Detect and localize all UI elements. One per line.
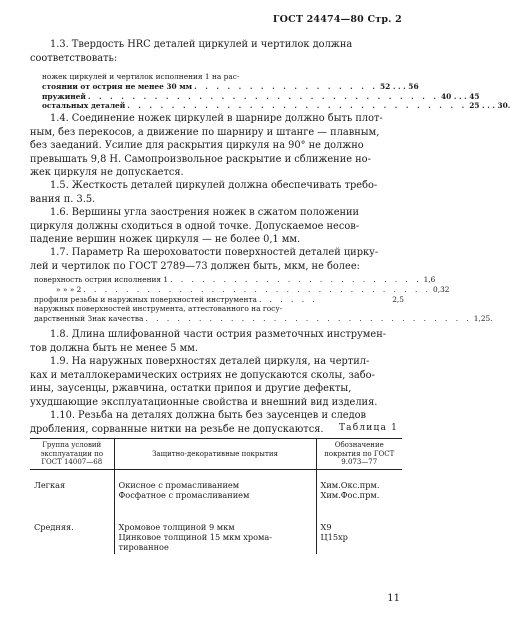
paragraph-line: 1.3. Твердость HRC деталей циркулей и чертилок должна — [50, 39, 353, 50]
table-cell-coatings: Хромовое толщиной 9 мкм Цинковое толщиной 15 мкм хрома- тированное — [114, 502, 316, 554]
table-cell-codes: Хим.Окс.прм. Хим.Фос.прм. — [316, 469, 402, 502]
paragraph-line: превышать 9,8 Н. Самопроизвольное раскрытие и сближение но- — [30, 153, 371, 165]
table-row — [30, 469, 402, 502]
paragraph-1-6 — [30, 206, 405, 247]
paragraph-line: вания п. 3.5. — [30, 193, 96, 205]
hardness-list — [42, 72, 510, 111]
roughness-row: наружных поверхностей инструмента, аттестованного на госу- — [34, 304, 283, 314]
roughness-row: дарственный Знак качества . . . . . . . . . . . . . . . . . . . . . . . . . . . . . . . 1,25. — [34, 314, 493, 324]
table-cell-group: Легкая — [34, 479, 66, 490]
table-cell-coatings: Окисное с промасливанием Фосфатное с промасливанием — [114, 469, 316, 502]
page-header: ГОСТ 24474—80 Стр. 2 — [272, 14, 402, 25]
table-caption: Таблица 1 — [338, 423, 398, 433]
roughness-list — [34, 275, 493, 324]
hardness-intro: ножек циркулей и чертилок исполнения 1 на рас- — [42, 72, 240, 81]
paragraph-1-3 — [30, 38, 405, 65]
paragraph-1-7 — [30, 246, 405, 273]
paragraph-line: соответствовать: — [30, 52, 118, 64]
paragraph-line: 1.4. Соединение ножек циркулей в шарнире должно быть плот- — [50, 113, 383, 124]
paragraph-line: ным, без перекосов, а движение по шарниру и штанге — плавным, — [30, 126, 380, 138]
paragraph-line: циркуля должны сходиться в одной точке. Допускаемое несов- — [30, 220, 360, 232]
page-number: 11 — [387, 593, 400, 604]
paragraph-1-5 — [30, 179, 405, 206]
paragraph-line: тов должна быть не менее 5 мм. — [30, 342, 198, 354]
hardness-row: пружиней . . . . . . . . . . . . . . . . . . . . . . . . . . . . . . . . 40 . . . 45 — [42, 91, 480, 101]
table-cell-codes: Х9 Ц15хр — [316, 502, 402, 554]
paragraph-line: ках и металлокерамических остриях не допускаются сколы, забо- — [30, 369, 375, 381]
table-header-code: Обозначение покрытия по ГОСТ 9.073—77 — [316, 439, 402, 470]
paragraph-line: 1.9. На наружных поверхностях деталей циркуля, на чертил- — [50, 356, 370, 367]
paragraph-line: лей и чертилок по ГОСТ 2789—73 должен быть, мкм, не более: — [30, 260, 360, 272]
paragraph-line: падение вершин ножек циркуля — не более 0,1 мм. — [30, 234, 301, 245]
table-header-group: Группа условий эксплуатации по ГОСТ 14007—68 — [30, 439, 114, 470]
paragraph-line: дробления, сорванные нитки на резьбе не допускаются. — [30, 423, 324, 435]
hardness-row: остальных деталей . . . . . . . . . . . . . . . . . . . . . . . . . . . . . . . 25 . . . 30. — [42, 101, 510, 111]
table-cell-group: Средняя. — [34, 521, 74, 532]
paragraph-line: ухудшающие эксплуатационные свойства и внешний вид изделия. — [30, 396, 378, 408]
paragraph-1-8 — [30, 328, 405, 355]
paragraph-line: ины, заусенцы, ржавчина, остатки припоя и другие дефекты, — [30, 383, 352, 394]
coatings-table — [30, 438, 402, 554]
roughness-row: профиля резьбы и наружных поверхностей инструмента . . . . . . 2,5 — [34, 294, 404, 304]
roughness-row: » » » 2 . . . . . . . . . . . . . . . . . . . . . . . . . . . . . . . . . 0,32 — [56, 284, 450, 294]
hardness-row: стоянии от острия не менее 30 мм . . . . . . . . . . . . . . . . . 52 . . . 56 — [42, 81, 419, 91]
paragraph-line: 1.8. Длина шлифованной части острия разметочных инструмен- — [50, 329, 387, 340]
paragraph-line: жек циркуля не допускается. — [30, 167, 184, 178]
paragraph-line: 1.10. Резьба на деталях должна быть без заусенцев и следов — [50, 410, 367, 421]
paragraph-line: 1.5. Жесткость деталей циркулей должна обеспечивать требо- — [50, 180, 378, 191]
paragraph-1-9 — [30, 355, 405, 409]
roughness-row: поверхность острия исполнения 1 . . . . . . . . . . . . . . . . . . . . . . . . 1,6 — [34, 275, 436, 284]
table-row — [30, 502, 402, 554]
table-header-coating: Защитно-декоративные покрытия — [114, 439, 316, 470]
paragraph-line: 1.7. Параметр Ra шероховатости поверхностей деталей цирку- — [50, 247, 379, 258]
paragraph-1-4 — [30, 112, 405, 180]
paragraph-line: без заеданий. Усилие для раскрытия циркуля на 90° не должно — [30, 140, 364, 151]
paragraph-line: 1.6. Вершины угла заострения ножек в сжатом положении — [50, 207, 360, 218]
